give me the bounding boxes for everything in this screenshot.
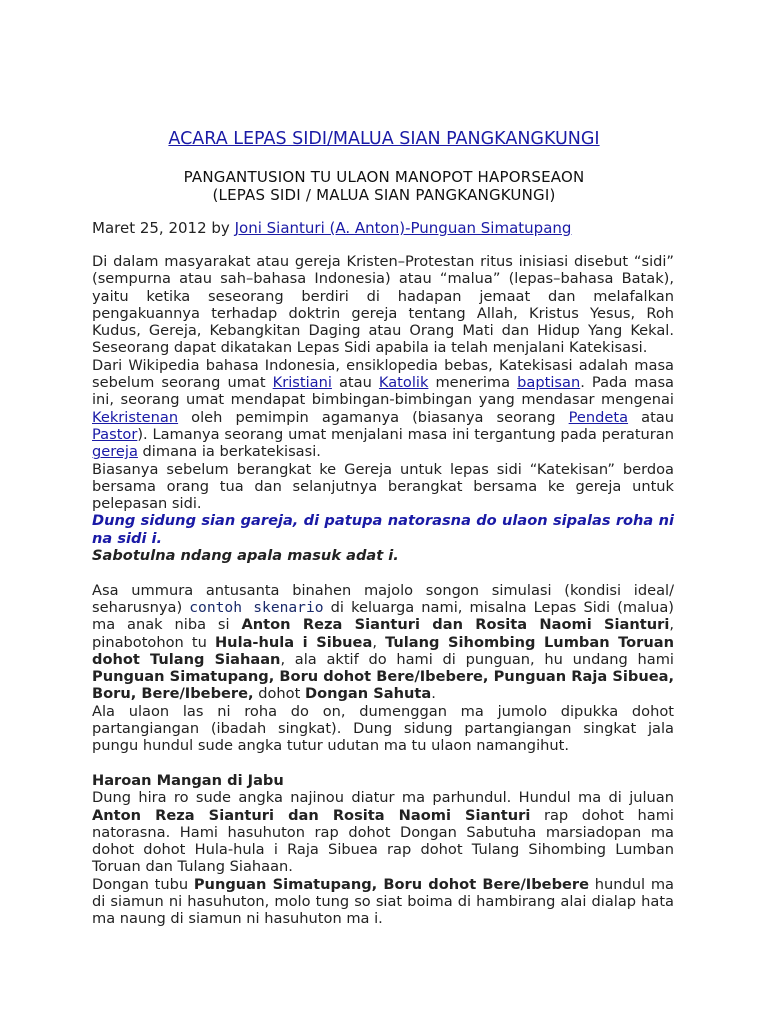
text: , xyxy=(372,633,386,651)
text: hundul ma di siamun ni hasuhuton, molo tung so siat boima di hambirang alai dialap hata ma naung di siamun ni hasuhuton ma i. xyxy=(92,875,674,928)
paragraph-ulaon: Ala ulaon las ni roha do on, dumenggan ma jumolo dipukka dohot partangiangan (ibadah singkat). Dung sidung partangiangan singkat jala pungu hundul sude angka tutur udutan ma tu ulaon namangihut. xyxy=(92,702,674,755)
text: Dari Wikipedia bahasa Indonesia, ensiklopedia bebas, Katekisasi adalah masa sebelum seorang umat xyxy=(92,356,674,392)
bold-text: Punguan Simatupang, Boru dohot Bere/Ibebere, Punguan Raja Sibuea, Boru, Bere/Ibebere, xyxy=(92,668,674,703)
paragraph-intro: Di dalam masyarakat atau gereja Kristen–Protestan ritus inisiasi disebut “sidi” (sempurna atau sah–bahasa Indonesia) atau “malua” (lepas–bahasa Batak), yaitu ketika seseorang berdiri di hadapan jemaat dan melafalkan pengakuannya terhadap doktrin gereja tentang Allah, Kristus Yesus, Roh Kudus, Gereja, Kebangkitan Daging atau Orang Mati dan Hidup Yang Kekal. Seseorang dapat dikatakan Lepas Sidi apabila ia telah menjalani Katekisasi. xyxy=(92,253,674,357)
document-subtitle xyxy=(0,168,768,204)
paragraph-sidung xyxy=(92,512,674,564)
link-pastor[interactable]: Pastor xyxy=(92,425,138,443)
link-kekristenan[interactable]: Kekristenan xyxy=(92,408,179,426)
article-body xyxy=(92,253,674,928)
paragraph-dongan-tubu xyxy=(92,876,674,928)
highlight-text: Dung sidung sian gareja, di patupa natorasna do ulaon sipalas roha ni na sidi i. xyxy=(92,512,674,547)
text: , ala aktif do hami di punguan, hu undang hami xyxy=(280,650,674,668)
spacer xyxy=(92,564,674,581)
text: dohot xyxy=(253,685,305,703)
link-baptisan[interactable]: baptisan xyxy=(517,374,581,392)
text: oleh pemimpin agamanya (biasanya seorang xyxy=(178,408,569,426)
post-meta xyxy=(92,219,571,237)
text: menerima xyxy=(428,374,518,392)
text: . xyxy=(431,685,436,703)
link-gereja[interactable]: gereja xyxy=(92,443,138,461)
emphasis-text: Sabotulna ndang apala masuk adat i. xyxy=(92,547,399,565)
paragraph-parhundul xyxy=(92,789,674,875)
text: Dung hira ro sude angka najinou diatur ma parhundul. Hundul ma di juluan xyxy=(92,789,674,807)
code-text: contoh skenario xyxy=(189,598,324,616)
bold-text: Tulang Sihombing Lumban Toruan dohot Tulang Siahaan xyxy=(92,633,674,668)
subtitle-line-2: (LEPAS SIDI / MALUA SIAN PANGKANGKUNGI) xyxy=(212,186,556,204)
link-pendeta[interactable]: Pendeta xyxy=(568,408,629,426)
bold-text: Anton Reza Sianturi dan Rosita Naomi Sianturi xyxy=(92,806,531,824)
text: dimana ia berkatekisasi. xyxy=(137,443,321,461)
spacer xyxy=(92,755,674,772)
text: di keluarga nami, misalna Lepas Sidi (malua) ma anak niba si xyxy=(92,598,674,634)
text: rap dohot hami natorasna. Hami hasuhuton rap dohot Dongan Sabutuha marsiadopan ma dohot dohot Hula-hula i Raja Sibuea rap dohot Tulang Sihombing Lumban Toruan dan Tulang Siahaan. xyxy=(92,806,674,876)
paragraph-simulasi xyxy=(92,582,674,703)
paragraph-katekisasi xyxy=(92,357,674,461)
text: . Pada masa ini, seorang umat mendapat bimbingan-bimbingan yang mendasar mengenai xyxy=(92,374,674,409)
post-date: Maret 25, 2012 by xyxy=(92,219,235,237)
subtitle-line-1: PANGANTUSION TU ULAON MANOPOT HAPORSEAON xyxy=(183,168,585,186)
paragraph-doa: Biasanya sebelum berangkat ke Gereja untuk lepas sidi “Katekisan” berdoa bersama orang tua dan selanjutnya berangkat bersama ke gereja untuk pelepasan sidi. xyxy=(92,460,674,513)
text: Dongan tubu xyxy=(92,875,194,893)
author-link[interactable]: Joni Sianturi (A. Anton)-Punguan Simatupang xyxy=(234,219,572,237)
bold-text: Anton Reza Sianturi dan Rosita Naomi Sianturi xyxy=(241,616,670,634)
text: atau xyxy=(331,374,379,392)
link-katolik[interactable]: Katolik xyxy=(378,374,429,392)
text: ). Lamanya seorang umat menjalani masa ini tergantung pada peraturan xyxy=(137,425,674,443)
bold-text: Hula-hula i Sibuea xyxy=(214,633,373,651)
text: atau xyxy=(628,408,675,426)
bold-text: Punguan Simatupang, Boru dohot Bere/Ibebere xyxy=(193,875,590,893)
text: , pinabotohon tu xyxy=(92,616,674,651)
link-kristiani[interactable]: Kristiani xyxy=(272,374,332,392)
bold-text: Dongan Sahuta xyxy=(304,685,432,703)
text: Asa ummura antusanta binahen majolo songon simulasi (kondisi ideal/ seharusnya) xyxy=(92,581,674,616)
section-heading: Haroan Mangan di Jabu xyxy=(92,771,284,789)
document-title[interactable]: ACARA LEPAS SIDI/MALUA SIAN PANGKANGKUNGI xyxy=(168,129,600,149)
